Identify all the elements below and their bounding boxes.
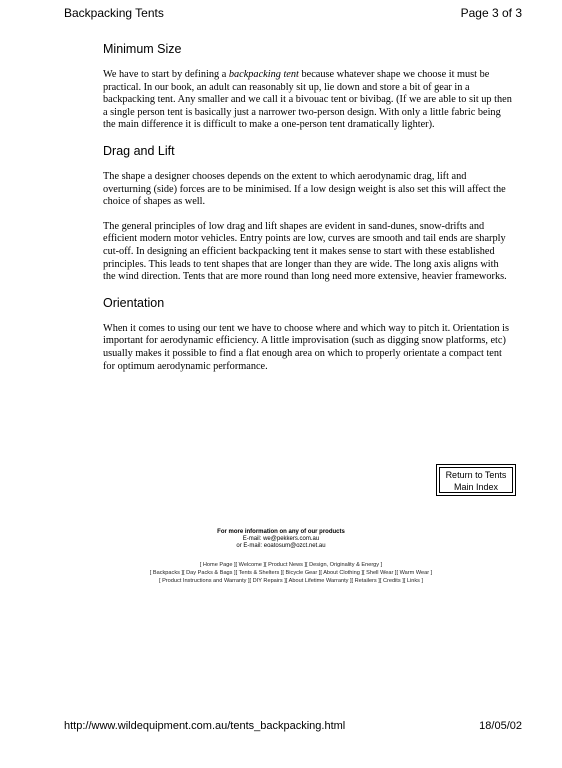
- print-header: [64, 6, 522, 24]
- nav-link-links[interactable]: Links: [406, 578, 420, 584]
- email-link-2[interactable]: or E-mail: eoatosum@ozct.net.au: [236, 543, 326, 549]
- paragraph: When it comes to using our tent we have to choose where and which way to pitch it. Orientation is important for aerodynamic efficiency. A little improvisation (such as digging snow platforms, etc) usually makes it possible to find a flat enough area on which to properly orientate a compact tent for optimum aerodynamic performance.: [103, 322, 510, 372]
- return-link-line1[interactable]: Return to Tents: [445, 470, 507, 480]
- print-page-number: Page 3 of 3: [460, 6, 522, 20]
- nav-link-tents[interactable]: Tents & Shelters: [238, 570, 280, 576]
- section-heading: Minimum Size: [103, 42, 182, 56]
- article-body: [103, 42, 513, 385]
- paragraph: The general principles of low drag and lift shapes are evident in sand-dunes, snow-drifts and efficient modern motor vehicles. Entry points are low, curves are smooth and tail ends are sharply cut-off. In designing an efficient backpacking tent it makes sense to start with these established principles. This leads to tent shapes that are longer than they are wide. The long axis aligns with the wind direction. Tents that are more round than long need more extensive, heavier frameworks.: [103, 220, 507, 283]
- nav-row-2: [ Backpacks ][ Day Packs & Bags ][ Tents & Shelters ][ Bicycle Gear ][ About Clothing ][ Shell Wear ][ Warm Wear ]: [149, 570, 433, 576]
- print-footer: [64, 720, 522, 738]
- nav-link-retailers[interactable]: Retailers: [354, 578, 377, 584]
- emphasis-term: backpacking tent: [228, 69, 299, 80]
- page-url: http://www.wildequipment.com.au/tents_backpacking.html: [64, 720, 346, 732]
- return-to-tents-button[interactable]: [436, 464, 516, 496]
- nav-row-1: [ Home Page ][ Welcome ][ Product News ][ Design, Originality & Energy ]: [199, 562, 383, 568]
- nav-link-clothing[interactable]: About Clothing: [323, 570, 360, 576]
- nav-link-product-news[interactable]: Product News: [268, 562, 303, 568]
- email-link-1[interactable]: E-mail: we@pekkers.com.au: [242, 536, 320, 542]
- nav-link-warranty[interactable]: About Lifetime Warranty: [288, 578, 349, 584]
- return-link-line2[interactable]: Main Index: [453, 482, 499, 492]
- section-heading: Orientation: [103, 295, 165, 310]
- nav-link-warm-wear[interactable]: Warm Wear: [399, 570, 430, 576]
- nav-link-home[interactable]: Home Page: [202, 562, 233, 568]
- print-date: 18/05/02: [479, 720, 522, 732]
- nav-link-backpacks[interactable]: Backpacks: [152, 570, 180, 576]
- nav-link-bicycle[interactable]: Bicycle Gear: [285, 570, 318, 576]
- return-to-tents-button-inner[interactable]: [439, 467, 513, 493]
- section-drag-and-lift: [103, 144, 513, 284]
- nav-link-welcome[interactable]: Welcome: [238, 562, 262, 568]
- nav-row-3: [ Product Instructions and Warranty ][ DIY Repairs ][ About Lifetime Warranty ][ Retailers ][ Credits ][ Links ]: [158, 578, 424, 584]
- paragraph: We have to start by defining a backpacking tent because whatever shape we choose it must be practical. In our book, an adult can reasonably sit up, lie down and store a bit of gear in a backpacking tent. Any smaller and we call it a bivouac tent or bivibag. (If we are able to sit up then a single person tent is basically just a narrower two-person design. With only a little fabric being the main difference it is difficult to make a one-person tent dramatically lighter).: [103, 69, 512, 131]
- nav-link-day-packs[interactable]: Day Packs & Bags: [186, 570, 233, 576]
- print-header-title: Backpacking Tents: [64, 6, 164, 20]
- section-orientation: [103, 296, 513, 373]
- site-nav-links: [60, 561, 522, 585]
- nav-link-credits[interactable]: Credits: [382, 578, 401, 584]
- contact-intro: For more information on any of our products: [217, 529, 345, 535]
- contact-info: [0, 529, 562, 550]
- nav-link-design[interactable]: Design, Originality & Energy: [309, 562, 380, 568]
- section-minimum-size: [103, 42, 513, 132]
- nav-link-diy-repairs[interactable]: DIY Repairs: [252, 578, 283, 584]
- paragraph: The shape a designer chooses depends on the extent to which aerodynamic drag, lift and overturning (side) forces are to be minimised. If a low design weight is also set this will affect the choice of shapes as well.: [103, 170, 506, 208]
- section-heading: Drag and Lift: [103, 143, 175, 158]
- nav-link-shell-wear[interactable]: Shell Wear: [366, 570, 394, 576]
- nav-link-instructions[interactable]: Product Instructions and Warranty: [162, 578, 247, 584]
